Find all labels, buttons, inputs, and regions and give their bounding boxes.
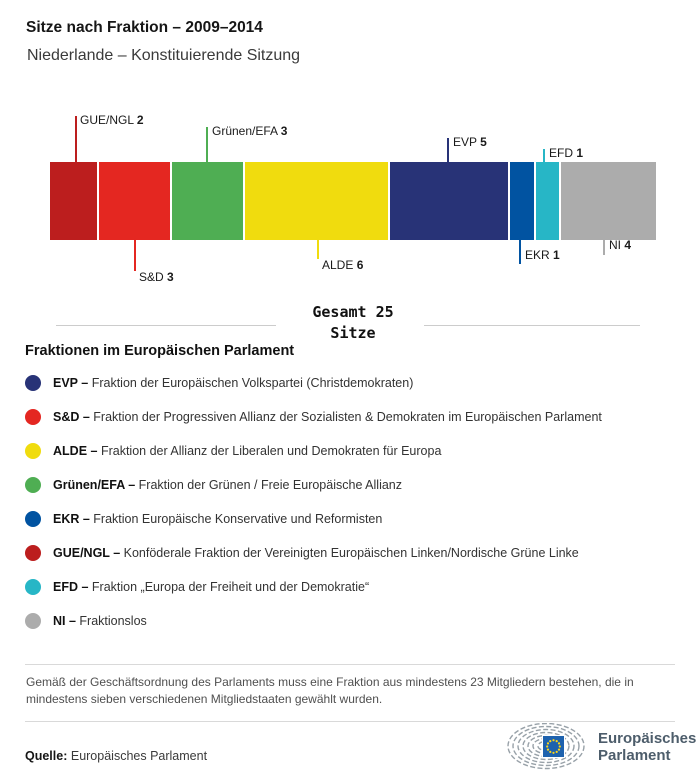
legend-item-evp — [25, 366, 685, 400]
hemicycle-icon — [506, 723, 596, 773]
source-line — [25, 749, 207, 763]
legend-dot-ekr — [25, 511, 41, 527]
footnote-rule-bottom — [25, 721, 675, 722]
legend-label-efd: EFD – Fraktion „Europa der Freiheit und der Demokratie“ — [53, 580, 370, 594]
callout-line-evp — [447, 138, 449, 162]
callout-line-gr-nen-efa — [206, 127, 208, 162]
bar-segment-alde — [245, 162, 387, 240]
legend-label-alde: ALDE – Fraktion der Allianz der Liberalen und Demokraten für Europa — [53, 444, 442, 458]
european-parliament-logo — [506, 723, 697, 775]
total-divider-right — [424, 325, 640, 326]
footnote-text: Gemäß der Geschäftsordnung des Parlaments muss eine Fraktion aus mindestens 23 Mitgliedern bestehen, die in mindestens sieben verschiedenen Mitgliedstaaten gewählt wurden. — [26, 675, 634, 706]
legend-item-ekr — [25, 502, 685, 536]
callout-label-gue-ngl: GUE/NGL 2 — [80, 113, 144, 127]
legend-rows — [25, 366, 685, 638]
legend-label-ekr: EKR – Fraktion Europäische Konservative und Reformisten — [53, 512, 383, 526]
eu-flag-icon — [543, 736, 565, 758]
callout-line-s-d — [134, 240, 136, 271]
page-title: Sitze nach Fraktion – 2009–2014 — [26, 19, 263, 36]
total-divider-left — [56, 325, 276, 326]
legend-dot-gr-nen-efa — [25, 477, 41, 493]
bar-segment-s-d — [99, 162, 170, 240]
source-value: Europäisches Parlament — [70, 749, 208, 763]
callout-line-efd — [543, 149, 545, 162]
legend-dot-evp — [25, 375, 41, 391]
callout-label-ni: NI 4 — [609, 238, 632, 252]
callout-label-gr-nen-efa: Grünen/EFA 3 — [212, 124, 288, 138]
legend-item-efd — [25, 570, 685, 604]
logo-wordmark — [598, 730, 696, 764]
bar-segment-ni — [561, 162, 656, 240]
callout-label-efd: EFD 1 — [549, 146, 584, 160]
bar-segment-evp — [390, 162, 508, 240]
logo-text-line-2: Parlament — [598, 747, 671, 764]
callout-label-ekr: EKR 1 — [525, 248, 560, 262]
callout-label-alde: ALDE 6 — [322, 258, 364, 272]
source-label: Quelle: — [25, 749, 68, 763]
total-line-2: Sitze — [330, 324, 376, 342]
bar-segment-ekr — [510, 162, 534, 240]
legend-dot-s-d — [25, 409, 41, 425]
callout-line-gue-ngl — [75, 116, 77, 162]
seat-bar — [50, 162, 656, 240]
total-line-1: Gesamt 25 — [312, 303, 394, 321]
total-seats-label — [281, 302, 425, 344]
bar-segment-gr-nen-efa — [172, 162, 243, 240]
bar-segment-efd — [536, 162, 560, 240]
legend-item-gr-nen-efa — [25, 468, 685, 502]
legend — [25, 343, 685, 638]
callout-line-ekr — [519, 240, 521, 264]
callout-label-evp: EVP 5 — [453, 135, 487, 149]
legend-label-gue-ngl: GUE/NGL – Konföderale Fraktion der Vereinigten Europäischen Linken/Nordische Grüne Linke — [53, 546, 579, 560]
logo-text-line-1: Europäisches — [598, 730, 697, 747]
footnote-rule-top — [25, 664, 675, 665]
legend-dot-efd — [25, 579, 41, 595]
legend-label-gr-nen-efa: Grünen/EFA – Fraktion der Grünen / Freie Europäische Allianz — [53, 478, 402, 492]
legend-heading: Fraktionen im Europäischen Parlament — [25, 343, 295, 359]
bar-segment-gue-ngl — [50, 162, 97, 240]
callout-line-alde — [317, 240, 319, 259]
callout-line-ni — [603, 240, 605, 255]
legend-label-ni: NI – Fraktionslos — [53, 614, 147, 628]
legend-dot-gue-ngl — [25, 545, 41, 561]
page-subtitle: Niederlande – Konstituierende Sitzung — [27, 47, 301, 64]
legend-label-s-d: S&D – Fraktion der Progressiven Allianz der Sozialisten & Demokraten im Europäischen Parlament — [53, 410, 602, 424]
callout-label-s-d: S&D 3 — [139, 270, 174, 284]
legend-dot-alde — [25, 443, 41, 459]
legend-item-s-d — [25, 400, 685, 434]
legend-dot-ni — [25, 613, 41, 629]
legend-item-alde — [25, 434, 685, 468]
legend-item-ni — [25, 604, 685, 638]
legend-item-gue-ngl — [25, 536, 685, 570]
legend-label-evp: EVP – Fraktion der Europäischen Volkspartei (Christdemokraten) — [53, 376, 414, 390]
